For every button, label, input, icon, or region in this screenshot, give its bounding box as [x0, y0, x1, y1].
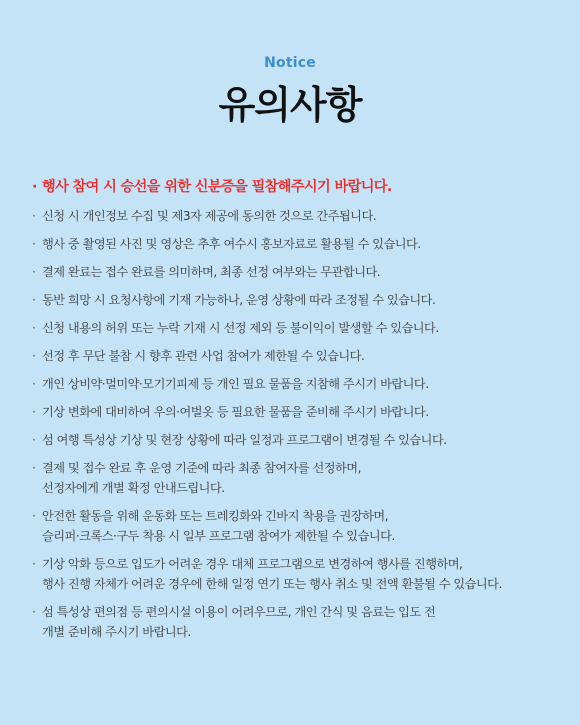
notice-line: · 기상 악화 등으로 입도가 어려운 경우 대체 프로그램으로 변경하여 행사를 진행하며,	[42, 557, 463, 571]
notice-line: 슬리퍼·크록스·구두 착용 시 일부 프로그램 참여가 제한될 수 있습니다.	[42, 529, 395, 543]
notice-item-personal-items	[32, 374, 562, 394]
notice-item-no-show	[32, 346, 562, 366]
notice-line: · 신청 시 개인정보 수집 및 제3자 제공에 동의한 것으로 간주됩니다.	[42, 209, 377, 223]
notice-item-privacy	[32, 206, 562, 226]
notice-list	[32, 176, 562, 650]
notice-line: · 섬 여행 특성상 기상 및 현장 상황에 따라 일정과 프로그램이 변경될 수 있습니다.	[42, 433, 447, 447]
page-title: 유의사항	[218, 83, 362, 127]
notice-item-media	[32, 234, 562, 254]
notice-line: · 결제 완료는 접수 완료를 의미하며, 최종 선정 여부와는 무관합니다.	[42, 265, 381, 279]
notice-line: · 신청 내용의 허위 또는 누락 기재 시 선정 제외 등 불이익이 발생할 수 있습니다.	[42, 321, 439, 335]
notice-item-weather-gear	[32, 402, 562, 422]
notice-eyebrow: Notice	[264, 55, 316, 71]
notice-line: · 결제 및 접수 완료 후 운영 기준에 따라 최종 참여자를 선정하며,	[42, 461, 361, 475]
notice-line: · 행사 참여 시 승선을 위한 신분증을 필참해주시기 바랍니다.	[42, 179, 392, 195]
notice-line: · 동반 희망 시 요청사항에 기재 가능하나, 운영 상황에 따라 조정될 수 있습니다.	[42, 293, 436, 307]
notice-item-footwear	[32, 506, 562, 546]
notice-item-id-required	[32, 176, 562, 198]
notice-item-selection	[32, 458, 562, 498]
notice-line: · 개인 상비약·멀미약·모기기피제 등 개인 필요 물품을 지참해 주시기 바랍니다.	[42, 377, 429, 391]
notice-line: · 기상 변화에 대비하여 우의·여벌옷 등 필요한 물품을 준비해 주시기 바랍니다.	[42, 405, 429, 419]
notice-line: · 선정 후 무단 불참 시 향후 관련 사업 참여가 제한될 수 있습니다.	[42, 349, 365, 363]
notice-line: · 행사 중 촬영된 사진 및 영상은 추후 여수시 홍보자료로 활용될 수 있습니다.	[42, 237, 421, 251]
notice-line: 개별 준비해 주시기 바랍니다.	[42, 625, 191, 639]
notice-line: · 안전한 활동을 위해 운동화 또는 트레킹화와 긴바지 착용을 권장하며,	[42, 509, 389, 523]
notice-item-payment	[32, 262, 562, 282]
notice-line: · 섬 특성상 편의점 등 편의시설 이용이 어려우므로, 개인 간식 및 음료는 입도 전	[42, 605, 436, 619]
notice-line: 행사 진행 자체가 어려운 경우에 한해 일정 연기 또는 행사 취소 및 전액 환불될 수 있습니다.	[42, 577, 502, 591]
notice-item-false-info	[32, 318, 562, 338]
notice-item-bad-weather	[32, 554, 562, 594]
notice-item-schedule-change	[32, 430, 562, 450]
notice-line: 선정자에게 개별 확정 안내드립니다.	[42, 481, 225, 495]
notice-item-companion	[32, 290, 562, 310]
notice-item-snacks	[32, 602, 562, 642]
